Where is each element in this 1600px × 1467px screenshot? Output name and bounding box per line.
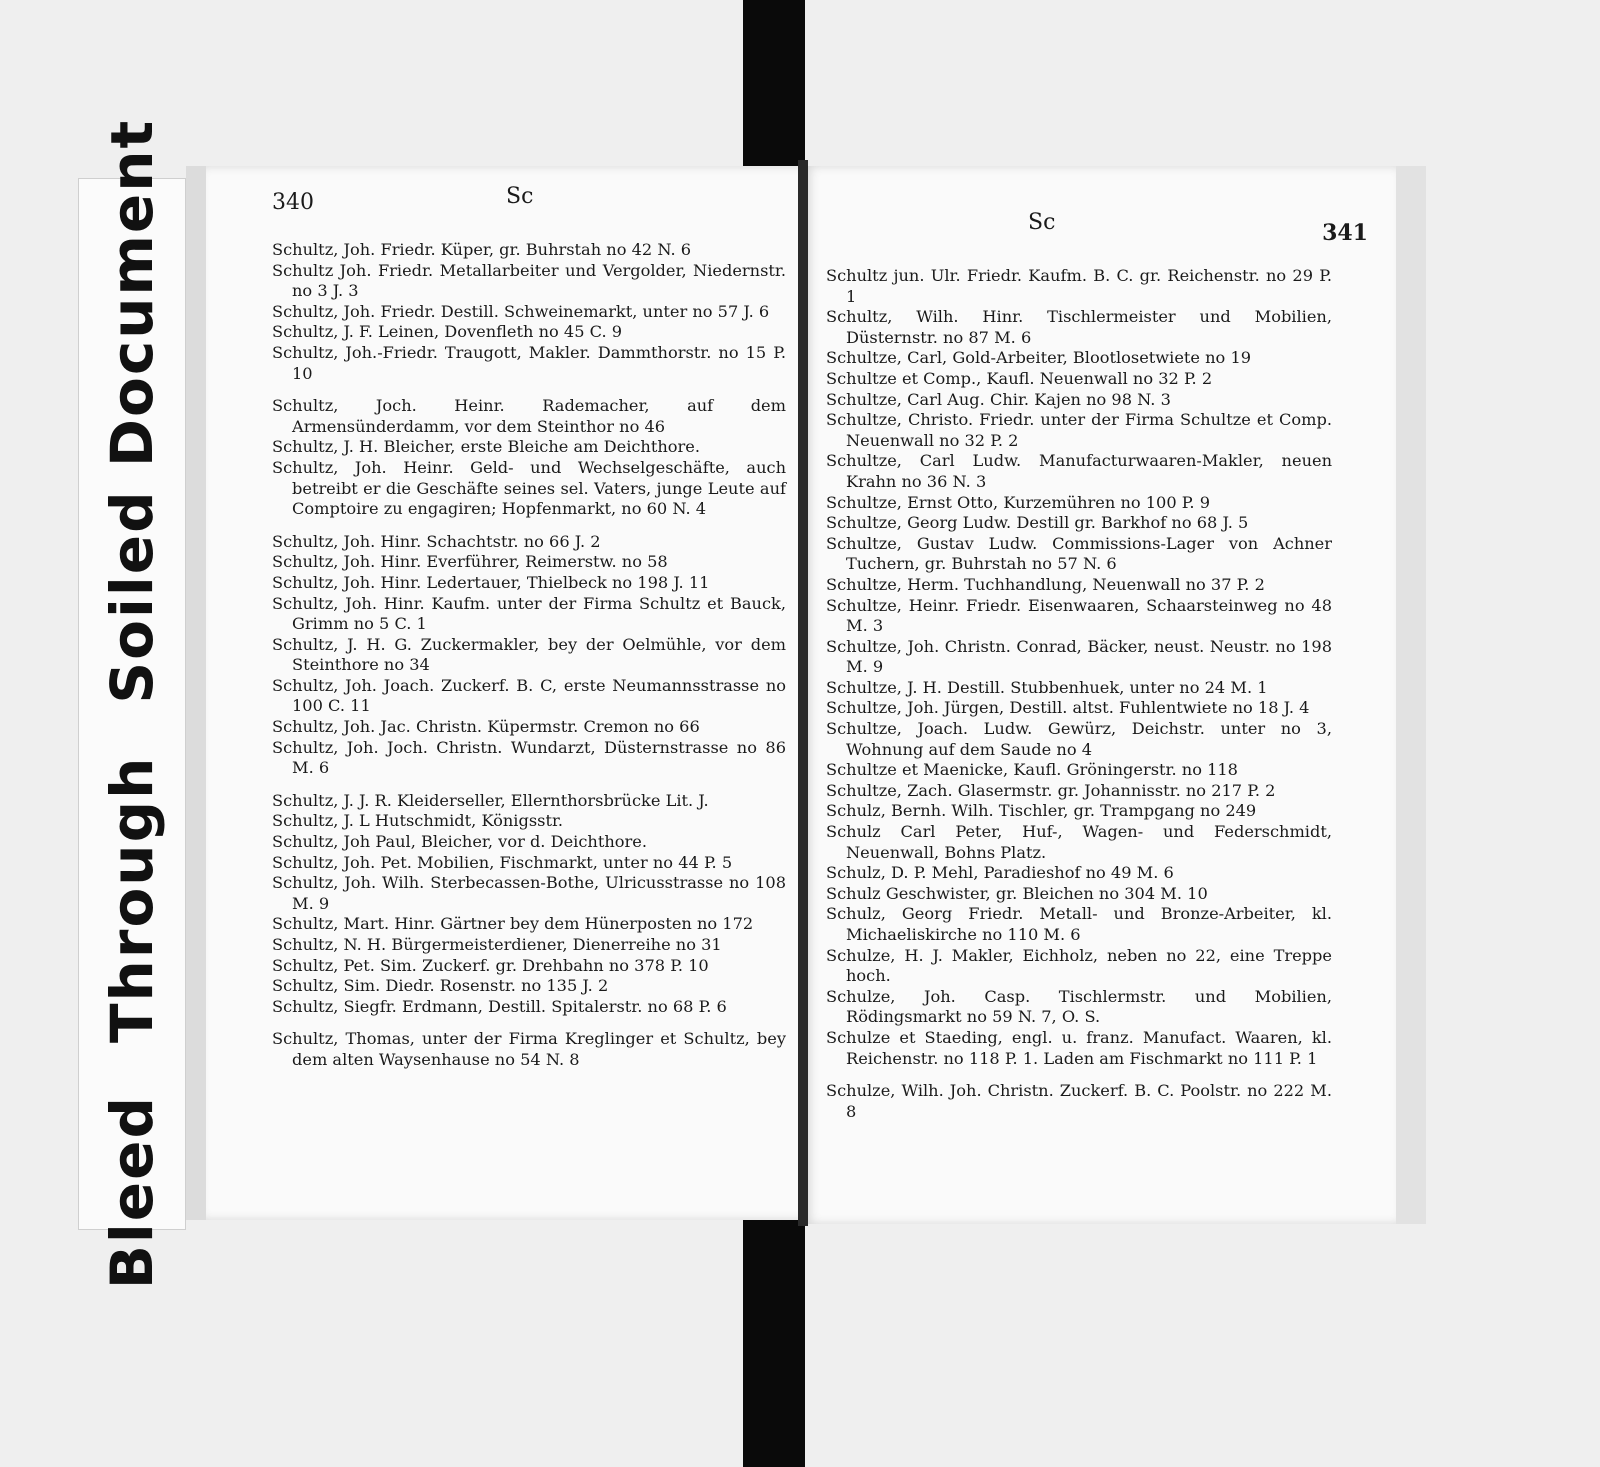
- left-page-header: Sc: [506, 184, 534, 209]
- right-page-header: Sc: [1028, 210, 1056, 235]
- directory-entry: Schultze, Gustav Ludw. Commissions-Lager von Achner Tuchern, gr. Buhrstah no 57 N. 6: [826, 533, 1332, 574]
- directory-entry: Schultz, Mart. Hinr. Gärtner bey dem Hünerposten no 172: [272, 914, 754, 934]
- directory-entry: Schultz, Joch. Heinr. Rademacher, auf dem Armensünderdamm, vor dem Steinthor no 46: [272, 396, 786, 436]
- directory-entry: Schulz Carl Peter, Huf-, Wagen- und Federschmidt, Neuenwall, Bohns Platz.: [826, 822, 1332, 862]
- directory-entry: Schultz, Sim. Diedr. Rosenstr. no 135 J. 2: [272, 976, 609, 996]
- directory-entry: Schultz, J. J. R. Kleiderseller, Ellernthorsbrücke Lit. J.: [272, 790, 709, 810]
- directory-entry: Schultze, Georg Ludw. Destill gr. Barkhof no 68 J. 5: [826, 513, 1249, 533]
- directory-entry: Schultz, J. H. Bleicher, erste Bleiche am Deichthore.: [272, 437, 701, 457]
- directory-entry: Schultz, J. H. G. Zuckermakler, bey der Oelmühle, vor dem Steinthore no 34: [272, 634, 786, 675]
- directory-entry: Schulz, Georg Friedr. Metall- und Bronze-Arbeiter, kl. Michaeliskirche no 110 M. 6: [826, 904, 1332, 944]
- directory-entry: Schultze, Christo. Friedr. unter der Firma Schultze et Comp. Neuenwall no 32 P. 2: [826, 410, 1332, 450]
- right-page-number: 341: [1322, 220, 1368, 246]
- label-word-bleed: Bleed: [98, 1095, 166, 1290]
- directory-entry: Schultze, Joh. Christn. Conrad, Bäcker, neust. Neustr. no 198 M. 9: [826, 636, 1332, 677]
- directory-entry: Schultze, Carl, Gold-Arbeiter, Blootlosetwiete no 19: [826, 348, 1252, 368]
- label-card: [78, 118, 186, 1290]
- book-gutter: [798, 160, 808, 1226]
- directory-entry: Schultz, Joh. Friedr. Destill. Schweinemarkt, unter no 57 J. 6: [272, 301, 770, 321]
- directory-entry: Schultz, Siegfr. Erdmann, Destill. Spitalerstr. no 68 P. 6: [272, 996, 727, 1016]
- directory-entry: Schultz Joh. Friedr. Metallarbeiter und Vergolder, Niedernstr. no 3 J. 3: [272, 260, 786, 301]
- directory-entry: Schulz, Bernh. Wilh. Tischler, gr. Trampgang no 249: [826, 801, 1257, 821]
- directory-entry: Schultze, Ernst Otto, Kurzemühren no 100 P. 9: [826, 492, 1210, 512]
- directory-entry: Schultz, Joh. Heinr. Geld- und Wechselgeschäfte, auch betreibt er die Geschäfte seines sel. Vaters, junge Leute auf Comptoire zu engagiren; Hopfenmarkt, no 60 N. 4: [272, 457, 786, 519]
- directory-entry: Schulze, Joh. Casp. Tischlermstr. und Mobilien, Rödingsmarkt no 59 N. 7, O. S.: [826, 986, 1332, 1027]
- left-page: [186, 166, 820, 1220]
- directory-entry: Schultze, Carl Aug. Chir. Kajen no 98 N. 3: [826, 389, 1171, 409]
- left-entries: [272, 240, 786, 1071]
- directory-entry: Schultz, Joh. Hinr. Ledertauer, Thielbeck no 198 J. 11: [272, 572, 710, 592]
- directory-entry: Schultze, Heinr. Friedr. Eisenwaaren, Schaarsteinweg no 48 M. 3: [826, 595, 1332, 636]
- directory-entry: Schultz, Joh. Jac. Christn. Küpermstr. Cremon no 66: [272, 717, 700, 737]
- directory-entry: Schultze, Carl Ludw. Manufacturwaaren-Makler, neuen Krahn no 36 N. 3: [826, 451, 1332, 491]
- directory-entry: Schulze et Staeding, engl. u. franz. Manufact. Waaren, kl. Reichenstr. no 118 P. 1. Laden am Fischmarkt no 111 P. 1: [826, 1027, 1332, 1068]
- directory-entry: Schultz, Joh. Pet. Mobilien, Fischmarkt, unter no 44 P. 5: [272, 852, 733, 872]
- label-word-through: Through: [98, 755, 166, 1044]
- directory-entry: Schultz, J. F. Leinen, Dovenfleth no 45 C. 9: [272, 322, 623, 342]
- directory-entry: Schulze, H. J. Makler, Eichholz, neben no 22, eine Treppe hoch.: [826, 945, 1332, 986]
- directory-entry: Schultz, Pet. Sim. Zuckerf. gr. Drehbahn no 378 P. 10: [272, 955, 709, 975]
- directory-entry: Schultz, Joh. Hinr. Everführer, Reimerstw. no 58: [272, 552, 668, 572]
- directory-entry: Schulz Geschwister, gr. Bleichen no 304 M. 10: [826, 883, 1208, 903]
- directory-entry: Schulze, Wilh. Joh. Christn. Zuckerf. B. C. Poolstr. no 222 M. 8: [826, 1081, 1332, 1121]
- directory-entry: Schultz, Joh. Wilh. Sterbecassen-Bothe, Ulricusstrasse no 108 M. 9: [272, 873, 786, 913]
- directory-entry: Schultz, Joh. Hinr. Kaufm. unter der Firma Schultz et Bauck, Grimm no 5 C. 1: [272, 593, 786, 634]
- directory-entry: Schultz jun. Ulr. Friedr. Kaufm. B. C. gr. Reichenstr. no 29 P. 1: [826, 266, 1332, 306]
- label-word-soiled-document: Soiled Document: [98, 118, 166, 704]
- directory-entry: Schultze, Joh. Jürgen, Destill. altst. Fuhlentwiete no 18 J. 4: [826, 698, 1310, 718]
- directory-entry: Schultz, Joh. Joach. Zuckerf. B. C, erste Neumannsstrasse no 100 C. 11: [272, 675, 786, 716]
- right-page: [804, 166, 1426, 1224]
- directory-entry: Schultze, Joach. Ludw. Gewürz, Deichstr. unter no 3, Wohnung auf dem Saude no 4: [826, 719, 1332, 759]
- directory-entry: Schultz, Joh. Joch. Christn. Wundarzt, Düsternstrasse no 86 M. 6: [272, 737, 786, 778]
- directory-entry: Schultz, J. L Hutschmidt, Königsstr.: [272, 811, 564, 831]
- label-text: [98, 93, 166, 1316]
- directory-entry: Schultz, Joh. Hinr. Schachtstr. no 66 J. 2: [272, 531, 601, 551]
- directory-entry: Schultze et Maenicke, Kaufl. Gröningerstr. no 118: [826, 760, 1238, 780]
- directory-entry: Schultze et Comp., Kaufl. Neuenwall no 32 P. 2: [826, 368, 1213, 388]
- directory-entry: Schultz, Joh. Friedr. Küper, gr. Buhrstah no 42 N. 6: [272, 240, 692, 259]
- left-page-number: 340: [272, 190, 314, 215]
- directory-entry: Schultz, N. H. Bürgermeisterdiener, Dienerreihe no 31: [272, 935, 722, 954]
- directory-entry: Schultze, Zach. Glasermstr. gr. Johannisstr. no 217 P. 2: [826, 780, 1276, 800]
- directory-entry: Schultz, Joh.-Friedr. Traugott, Makler. Dammthorstr. no 15 P. 10: [272, 342, 786, 383]
- directory-entry: Schultz, Wilh. Hinr. Tischlermeister und Mobilien, Düsternstr. no 87 M. 6: [826, 307, 1332, 347]
- directory-entry: Schultz, Joh Paul, Bleicher, vor d. Deichthore.: [272, 832, 647, 852]
- right-entries: [826, 266, 1332, 1122]
- directory-entry: Schulz, D. P. Mehl, Paradieshof no 49 M. 6: [826, 863, 1174, 883]
- directory-entry: Schultze, J. H. Destill. Stubbenhuek, unter no 24 M. 1: [826, 677, 1268, 697]
- directory-entry: Schultz, Thomas, unter der Firma Kreglinger et Schultz, bey dem alten Waysenhause no 54 N. 8: [272, 1029, 786, 1069]
- directory-entry: Schultze, Herm. Tuchhandlung, Neuenwall no 37 P. 2: [826, 574, 1265, 594]
